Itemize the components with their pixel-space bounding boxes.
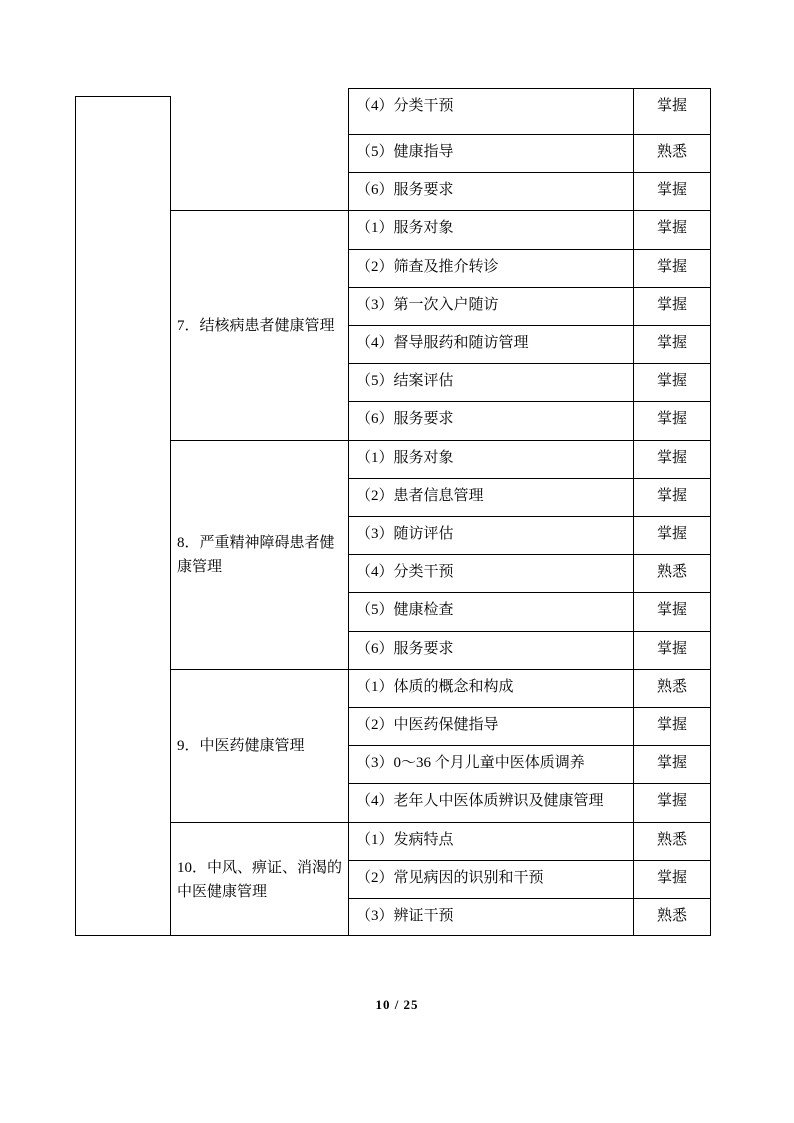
section-title-line: 中医健康管理 <box>177 883 268 900</box>
topic-item-cell: （6）服务要求 <box>348 631 633 669</box>
mastery-level-cell: 掌握 <box>633 88 711 134</box>
topic-item-cell: （3）0～36 个月儿童中医体质调养 <box>348 745 633 783</box>
topic-item-cell: （2）常见病因的识别和干预 <box>348 860 633 898</box>
mastery-level-cell: 掌握 <box>633 363 711 401</box>
table-bottom-border <box>75 935 711 936</box>
section-title-cell <box>170 669 348 822</box>
topic-item-cell: （2）中医药保健指导 <box>348 707 633 745</box>
mastery-level-cell: 掌握 <box>633 325 711 363</box>
topic-item-cell: （1）服务对象 <box>348 440 633 478</box>
mastery-level-cell: 熟悉 <box>633 898 711 936</box>
topic-item-cell: （3）辨证干预 <box>348 898 633 936</box>
mastery-level-cell: 掌握 <box>633 287 711 325</box>
mastery-level-cell: 掌握 <box>633 707 711 745</box>
left-column-top-border <box>75 96 171 97</box>
mastery-level-cell: 掌握 <box>633 631 711 669</box>
topic-item-cell: （1）发病特点 <box>348 822 633 860</box>
topic-item-cell: （4）督导服药和随访管理 <box>348 325 633 363</box>
page-number: 10 / 25 <box>375 997 419 1012</box>
mastery-level-cell: 掌握 <box>633 172 711 210</box>
mastery-level-cell: 掌握 <box>633 860 711 898</box>
topic-item-cell: （3）第一次入户随访 <box>348 287 633 325</box>
mastery-level-cell: 掌握 <box>633 478 711 516</box>
section-title-line: 10．中风、痹证、消渴的 <box>177 859 343 876</box>
topic-item-cell: （4）老年人中医体质辨识及健康管理 <box>348 783 633 822</box>
topic-item-cell: （1）体质的概念和构成 <box>348 669 633 707</box>
section-title-line: 8．严重精神障碍患者健 <box>177 535 335 551</box>
mastery-level-cell: 掌握 <box>633 516 711 554</box>
section-title-line: 7．结核病患者健康管理 <box>177 317 335 334</box>
mastery-level-cell: 熟悉 <box>633 554 711 592</box>
mastery-level-cell: 掌握 <box>633 440 711 478</box>
topic-item-cell: （5）健康指导 <box>348 134 633 172</box>
topic-item-cell: （1）服务对象 <box>348 210 633 249</box>
topic-item-cell: （5）结案评估 <box>348 363 633 401</box>
left-column-right-border <box>170 96 171 936</box>
mastery-level-cell: 掌握 <box>633 783 711 822</box>
mastery-level-cell: 熟悉 <box>633 669 711 707</box>
topic-item-cell: （4）分类干预 <box>348 88 633 134</box>
mastery-level-cell: 掌握 <box>633 592 711 631</box>
table-left-border <box>75 96 76 936</box>
mastery-level-cell: 掌握 <box>633 249 711 287</box>
topic-item-cell: （6）服务要求 <box>348 172 633 210</box>
mastery-level-cell: 掌握 <box>633 401 711 440</box>
mastery-level-cell: 熟悉 <box>633 134 711 172</box>
mastery-level-cell: 熟悉 <box>633 822 711 860</box>
section-title-line: 康管理 <box>177 559 223 575</box>
section-title-cell <box>170 210 348 440</box>
topic-item-cell: （6）服务要求 <box>348 401 633 440</box>
section-title-cell <box>170 96 348 210</box>
mastery-level-cell: 掌握 <box>633 745 711 783</box>
topic-item-cell: （4）分类干预 <box>348 554 633 592</box>
topic-item-cell: （2）患者信息管理 <box>348 478 633 516</box>
topic-item-cell: （5）健康检查 <box>348 592 633 631</box>
section-title-cell <box>170 822 348 936</box>
section-title-cell <box>170 440 348 669</box>
topic-item-cell: （3）随访评估 <box>348 516 633 554</box>
topic-item-cell: （2）筛查及推介转诊 <box>348 249 633 287</box>
mastery-level-cell: 掌握 <box>633 210 711 249</box>
section-title-line: 9．中医药健康管理 <box>177 738 305 754</box>
